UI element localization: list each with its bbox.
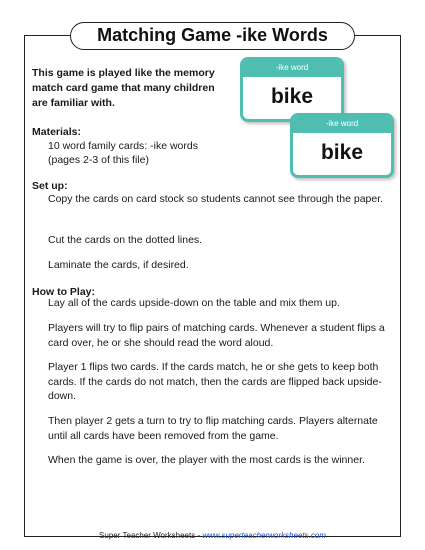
play-step: Players will try to flip pairs of matching cards. Whenever a student flips a card over, he or she should read the word aloud. <box>48 322 385 349</box>
footer <box>0 531 425 540</box>
page-title: Matching Game -ike Words <box>70 22 355 50</box>
play-step: Player 1 flips two cards. If the cards match, he or she gets to keep both cards. If the cards do not match, then the cards are flipped back upside-down. <box>48 361 382 402</box>
setup-label: Set up: <box>32 180 68 192</box>
intro-text: This game is played like the memory match card game that many children are familiar with. <box>32 67 215 109</box>
setup-step: Copy the cards on card stock so students cannot see through the paper. <box>48 193 384 205</box>
materials-label: Materials: <box>32 126 82 138</box>
card-header: -ike word <box>293 116 391 133</box>
materials-line-1: 10 word family cards: -ike words <box>48 140 198 152</box>
play-step: When the game is over, the player with the most cards is the winner. <box>48 454 365 466</box>
setup-step: Cut the cards on the dotted lines. <box>48 234 203 246</box>
card-word: bike <box>270 85 314 108</box>
materials-line-2: (pages 2-3 of this file) <box>48 154 149 166</box>
card-word: bike <box>320 141 364 164</box>
word-card <box>290 113 394 178</box>
how-to-play-label: How to Play: <box>32 286 96 298</box>
setup-step: Laminate the cards, if desired. <box>48 259 189 271</box>
play-step: Then player 2 gets a turn to try to flip matching cards. Players alternate until all cards have been removed from the game. <box>48 415 378 442</box>
footer-link[interactable]: www.superteacherworksheets.com <box>202 531 326 540</box>
footer-text: Super Teacher Worksheets - <box>99 531 203 540</box>
card-header: -ike word <box>243 60 341 77</box>
play-step: Lay all of the cards upside-down on the table and mix them up. <box>48 297 340 309</box>
